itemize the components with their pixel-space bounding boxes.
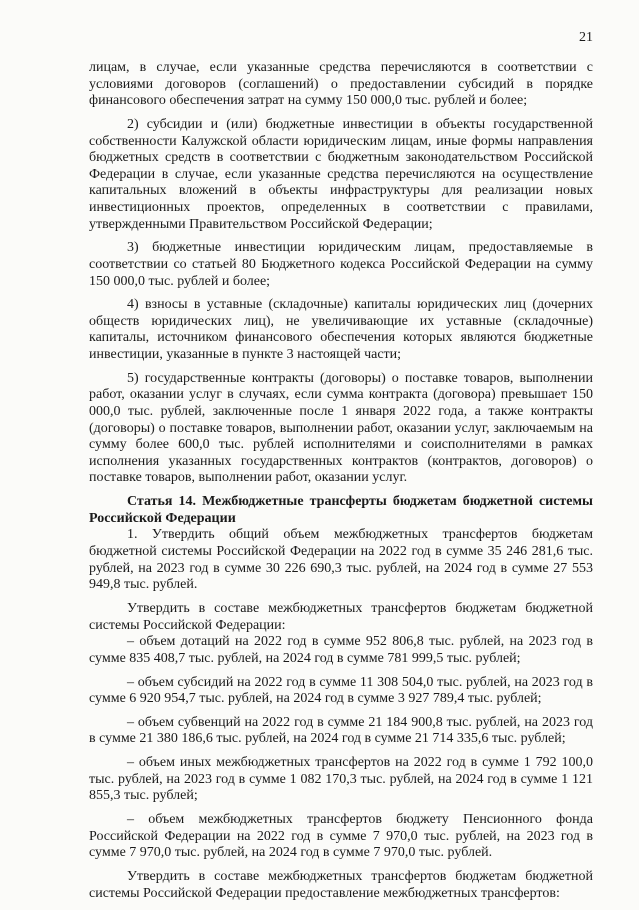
paragraph-subsidies: – объем субсидий на 2022 год в сумме 11 308 504,0 тыс. рублей, на 2023 год в сумме 6 920 954,7 тыс. рублей, на 2024 год в сумме 3 927 789,4 тыс. рублей;: [89, 674, 593, 707]
page-number: 21: [579, 30, 593, 45]
paragraph-approve-intro: Утвердить в составе межбюджетных трансфертов бюджетам бюджетной системы Российской Федерации:: [89, 600, 593, 633]
article-14-heading: Статья 14. Межбюджетные трансферты бюджетам бюджетной системы Российской Федерации: [89, 494, 593, 526]
paragraph-subventions: – объем субвенций на 2022 год в сумме 21 184 900,8 тыс. рублей, на 2023 год в сумме 21 380 186,6 тыс. рублей, на 2024 год в сумме 21 714 335,6 тыс. рублей;: [89, 714, 593, 747]
paragraph-pension-fund: – объем межбюджетных трансфертов бюджету Пенсионного фонда Российской Федерации на 2022 год в сумме 7 970,0 тыс. рублей, на 2023 год в сумме 7 970,0 тыс. рублей, на 2024 год в сумме 7 970,0 тыс. рублей.: [89, 812, 593, 861]
paragraph-dotations: – объем дотаций на 2022 год в сумме 952 806,8 тыс. рублей, на 2023 год в сумме 835 408,7 тыс. рублей, на 2024 год в сумме 781 999,5 тыс. рублей;: [89, 634, 593, 666]
paragraph-item-2: 2) субсидии и (или) бюджетные инвестиции в объекты государственной собственности Калужской области юридическим лицам, иные формы направления бюджетных средств в соответствии с бюджетным законодательством Российской Федерации в случае, если указанные средства перечисляются на осуществление капитальных вложений в объекты инфраструктуры для реализации новых инвестиционных проектов, определенных в соответствии с правилами, утвержденными Правительством Российской Федерации;: [89, 116, 593, 232]
paragraph-other-transfers: – объем иных межбюджетных трансфертов на 2022 год в сумме 1 792 100,0 тыс. рублей, на 2023 год в сумме 1 082 170,3 тыс. рублей, на 2024 год в сумме 1 121 855,3 тыс. рублей;: [89, 755, 593, 804]
paragraph-item-3: 3) бюджетные инвестиции юридическим лицам, предоставляемые в соответствии со статьей 80 Бюджетного кодекса Российской Федерации на сумму 150 000,0 тыс. рублей и более;: [89, 240, 593, 289]
paragraph-approve-provision: Утвердить в составе межбюджетных трансфертов бюджетам бюджетной системы Российской Федерации предоставление межбюджетных трансфертов:: [89, 869, 593, 901]
paragraph-item-4: 4) взносы в уставные (складочные) капиталы юридических лиц (дочерних обществ юридических лиц), не увеличивающие их уставные (складочные) капиталы, источником финансового обеспечения которых являются бюджетные инвестиции, указанные в пункте 3 настоящей части;: [89, 297, 593, 363]
paragraph-article-14-1: 1. Утвердить общий объем межбюджетных трансфертов бюджетам бюджетной системы Российской Федерации на 2022 год в сумме 35 246 281,6 тыс. рублей, на 2023 год в сумме 30 226 690,3 тыс. рублей, на 2024 год в сумме 27 553 949,8 тыс. рублей.: [89, 527, 593, 593]
document-body: [89, 60, 593, 910]
paragraph-continuation: лицам, в случае, если указанные средства перечисляются в соответствии с условиями договоров (соглашений) о предоставлении субсидий в порядке финансового обеспечения затрат на сумму 150 000,0 тыс. рублей и более;: [89, 60, 593, 109]
paragraph-item-5: 5) государственные контракты (договоры) о поставке товаров, выполнении работ, оказании услуг в случаях, если сумма контракта (договора) превышает 150 000,0 тыс. рублей, заключенные после 1 января 2022 года, а также контракты (договоры) о поставке товаров, выполнении работ, оказании услуг, заключаемым на сумму более 600,0 тыс. рублей исполнителями и соисполнителями в рамках исполнения указанных государственных контрактов (контрактов, договоров) о поставке товаров, выполнении работ, оказании услуг.: [89, 370, 593, 486]
